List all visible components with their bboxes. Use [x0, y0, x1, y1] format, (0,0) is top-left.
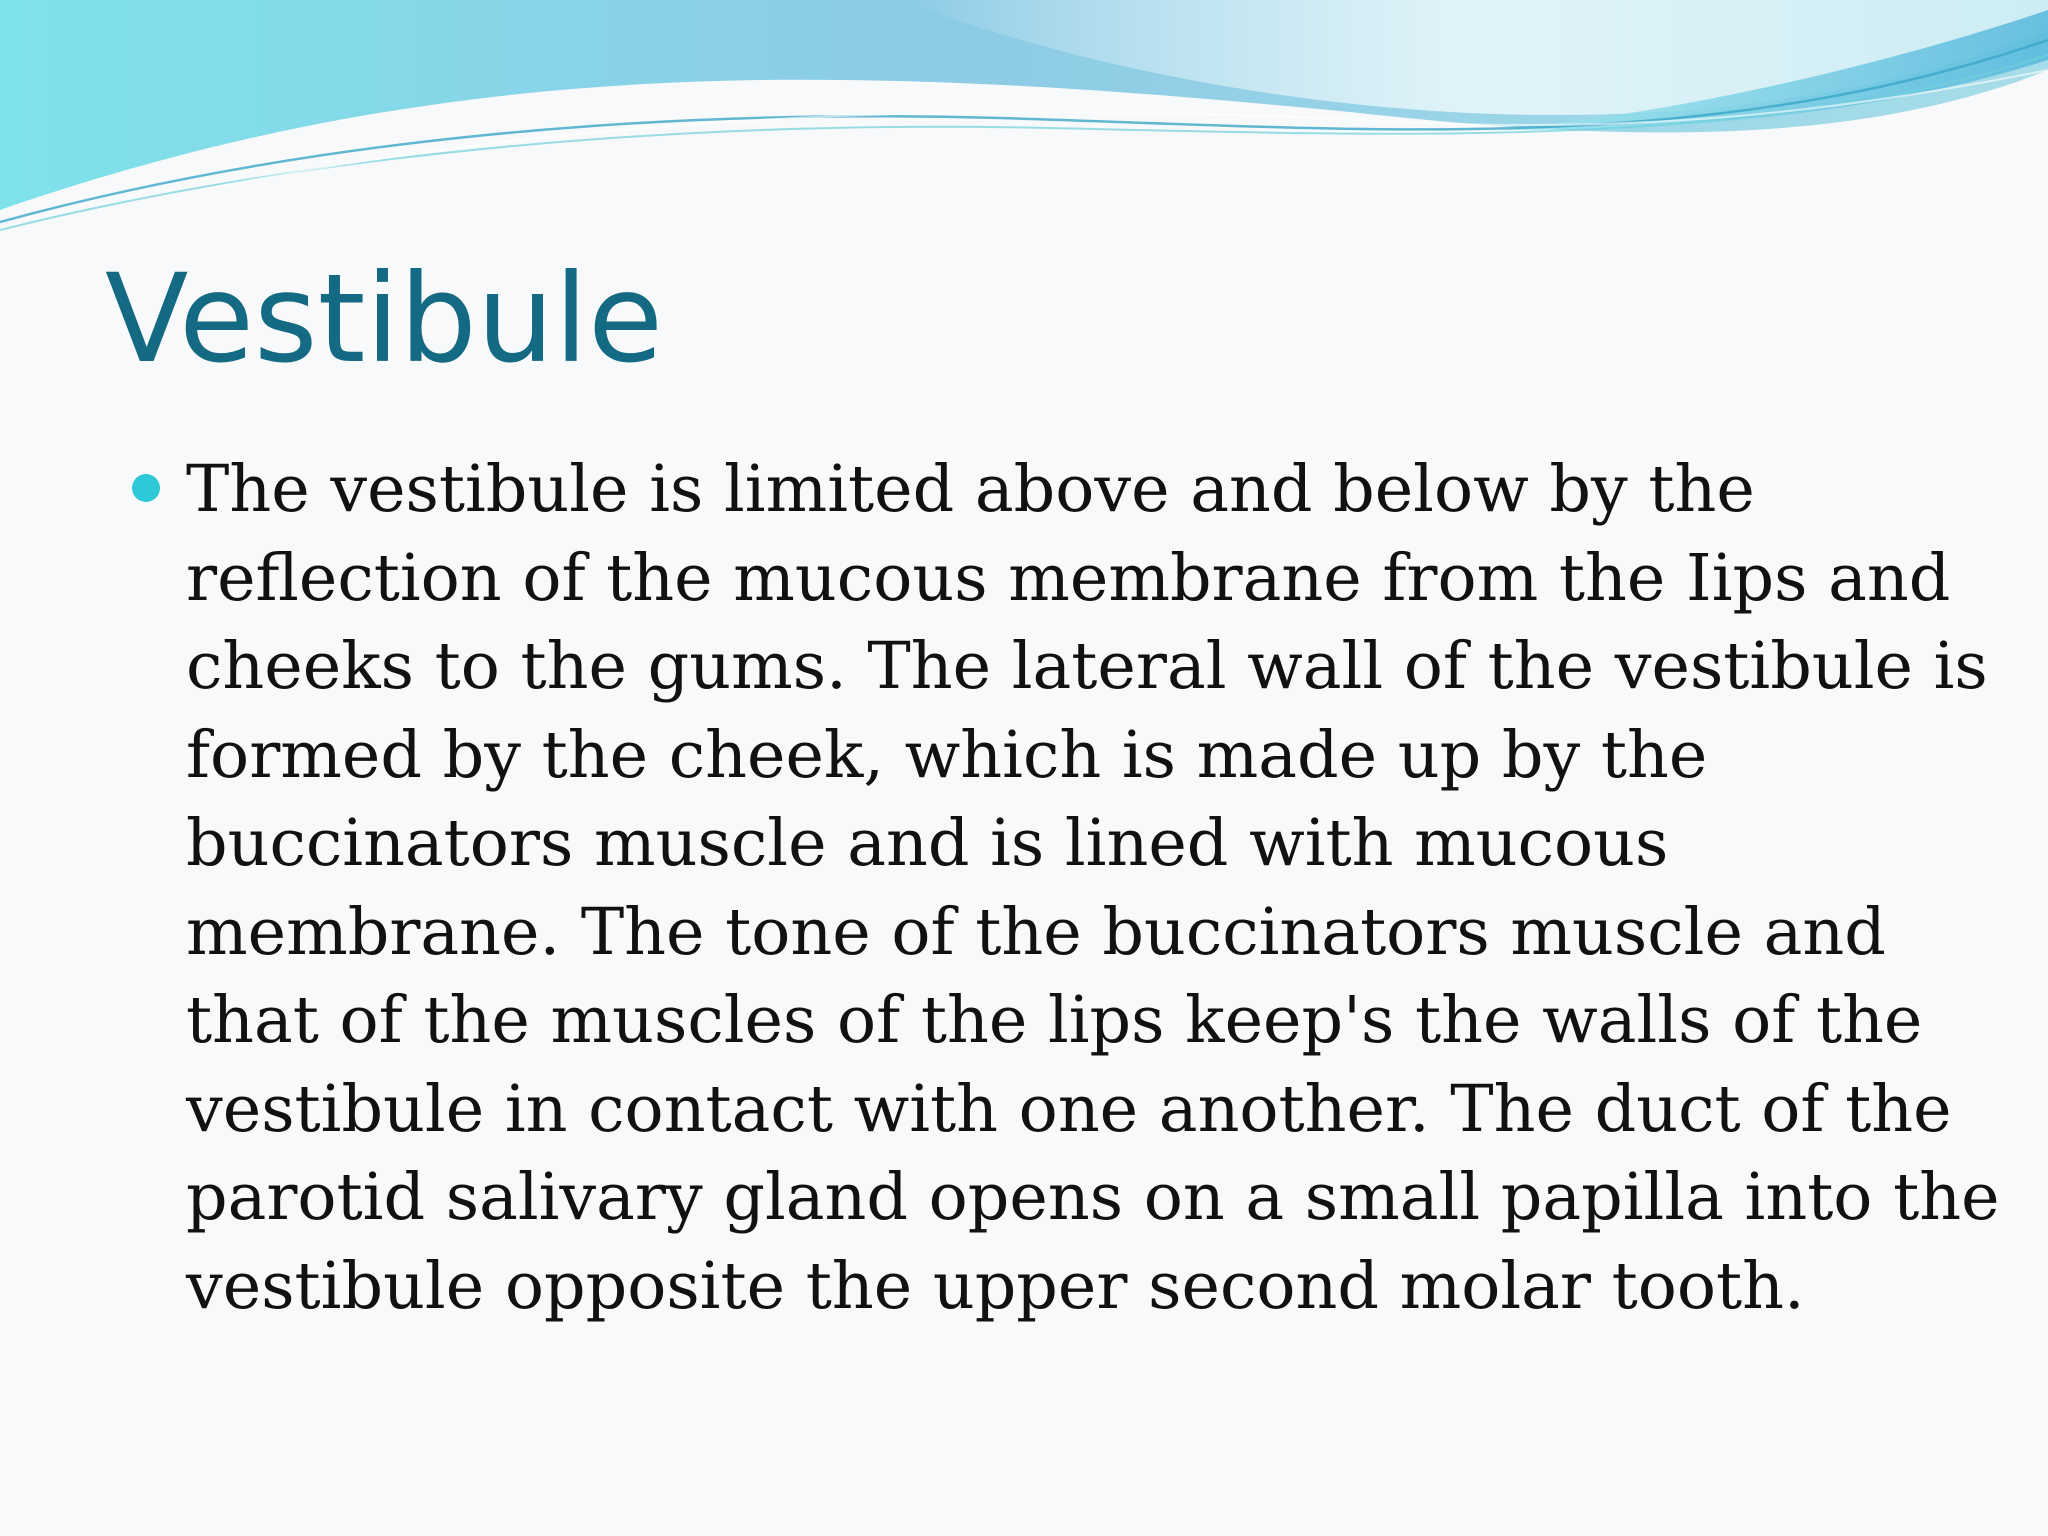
- bullet-text-line: membrane. The tone of the buccinators muscle and: [186, 894, 1886, 970]
- bullet-text-line: cheeks to the gums. The lateral wall of the vestibule is: [186, 629, 1988, 704]
- bullet-item: [130, 446, 2000, 1331]
- bullet-dot-icon: [132, 474, 160, 502]
- bullet-text-line: that of the muscles of the lips keep's the walls of the: [186, 983, 1923, 1058]
- bullet-text-line: vestibule opposite the upper second molar tooth.: [186, 1248, 1805, 1324]
- bullet-text-line: vestibule in contact with one another. The duct of the: [186, 1071, 1952, 1147]
- bullet-text-line: The vestibule is limited above and below by the: [186, 452, 1755, 527]
- bullet-text-line: parotid salivary gland opens on a small papilla into the: [186, 1160, 2000, 1235]
- bullet-list: [130, 446, 2000, 1331]
- bullet-text-line: buccinators muscle and is lined with mucous: [186, 806, 1669, 881]
- bullet-text-line: reflection of the mucous membrane from the Iips and: [186, 540, 1951, 616]
- decorative-wave-banner: [0, 0, 2048, 240]
- bullet-text-line: formed by the cheek, which is made up by the: [186, 717, 1708, 793]
- slide-title: Vestibule: [105, 248, 664, 390]
